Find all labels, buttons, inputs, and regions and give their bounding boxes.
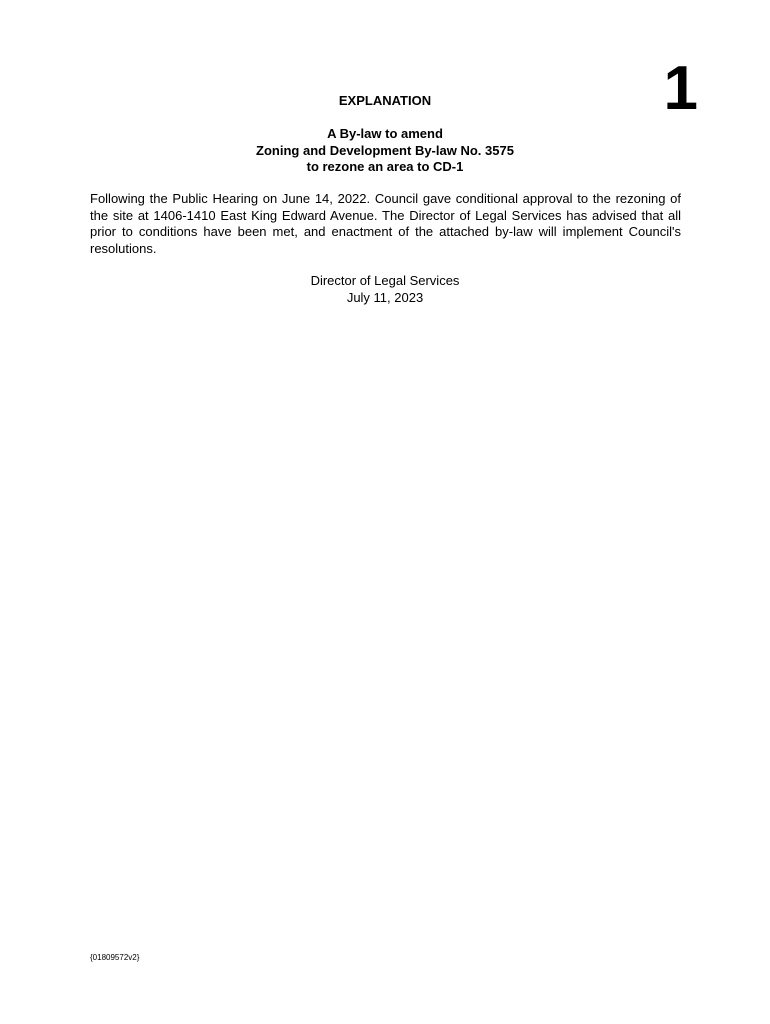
signatory-title: Director of Legal Services (310, 273, 460, 288)
item-number: 1 (663, 54, 698, 123)
explanation-paragraph: Following the Public Hearing on June 14, 2022. Council gave conditional approval to the rezoning of the site at 1406-1410 East King Edward Avenue. The Director of Legal Services has advised that all prior to conditions have been met, and enactment of the attached by-law will implement Council's resolutions. (90, 191, 681, 256)
bylaw-title-line: Zoning and Development By-law No. 3575 (256, 142, 514, 158)
explanation-heading: EXPLANATION (338, 93, 432, 108)
signature-date: July 11, 2023 (346, 289, 424, 305)
bylaw-title (0, 126, 770, 176)
bylaw-title-line: A By-law to amend (327, 126, 443, 141)
bylaw-title-line: to rezone an area to CD-1 (306, 159, 464, 174)
document-id: {01809572v2} (90, 953, 140, 962)
signature-block (0, 273, 770, 306)
